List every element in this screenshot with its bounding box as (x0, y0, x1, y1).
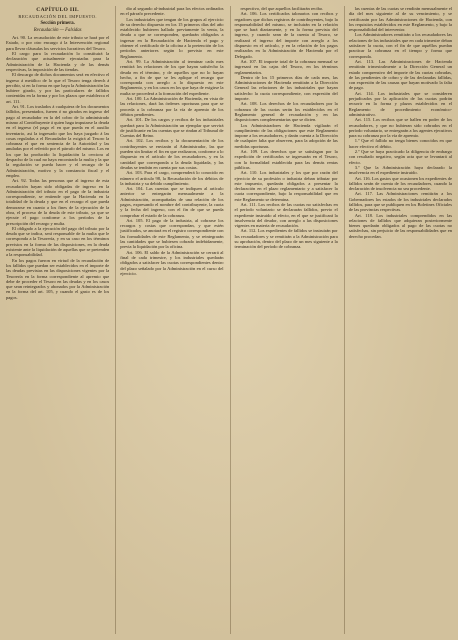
column-3 (230, 6, 338, 634)
paragraph: Art. 92. Todas las personas que al ingreso de esta recaudación hayan sido obligadas de ingreso en la Administración del tributo en el pago de la industria correspondiente, se entiende que la Hacienda en la totalidad de la deuda y que en el recargo el que pueda demorarse en cuanto a los fines de la ejecución de la obra, el proceso de la deuda de este tributo, ya que se ejecute el pago conforme a los períodos de la prescripción del recargo y multa. (6, 178, 110, 226)
paragraph: Art. 106. Los certificados talonarios con recibos y regadores que dichos registros de contribuyentes, bajo la responsabilidad del mismo, se incluirán en la relación que se hará diariamente, y en la forma prevista del ingreso, y cuando sean de la cuenta al Tesoro, se realizará el ingreso del importe con arreglo a los dispuesto en el artículo, y en la relación de los pagos realizados en la Administración de Hacienda por el Delegado. (234, 11, 338, 59)
paragraph: Art. 108. Los derechos de los recaudadores por la cobranza de las cuotas serán los establecidos en el Reglamento general de recaudación y en las disposiciones complementarias que se dicten. (234, 101, 338, 123)
paragraph: Art. 116. Los gastos que ocasionen los expedientes de fallidos serán de cuenta de los recaudadores, cuando la declaración de insolvencia no sea procedente. (348, 175, 452, 192)
paragraph: Art. 109. Los derechos que se satisfagan por la expedición de certificados se ingresarán en el Tesoro, con la formalidad establecida para las demás rentas públicas. (234, 149, 338, 170)
paragraph: 3.º Que la Administración haya declarado la insolvencia en el expediente instruido. (348, 164, 452, 176)
paragraph: Art. 118. Los industriales comprendidos en las relaciones de fallidos que adquieran posteriormente bienes quedarán obligados al pago de las cuotas no satisfechas, sin perjuicio de las responsabilidades que en derecho procedan. (348, 212, 452, 239)
paragraph: Art. 100. La Administración de Hacienda, en vista de las relaciones, dará las órdenes oportunas para que se proceda a la cobranza por la vía de apremio de los débitos pendientes. (120, 96, 224, 117)
paragraph: Art. 101. De los cargos y recibos de los industriales quedará para la Administración un ejemplar que servirá de justificante en las cuentas que se rindan al Tribunal de Cuentas del Reino. (120, 117, 224, 139)
paragraph: Art. 99. La Administración al terminar cada mes remitirá los relaciones de los que hayan satisfecho la deuda en el término, y de aquellos que no lo hayan hecho, a fin de que se les aplique el recargo que corresponda con arreglo a lo dispuesto en este Reglamento, y en los casos en los que haya de exigirse la multa se procederá a la formación del expediente. (120, 58, 224, 96)
text-columns (6, 6, 452, 634)
paragraph: Art. 90. La recaudación de este tributo se hará por el Estado, o por otro encargo á la Intervención regional para llevar cláusulas los servicios lucrativos del Tesoro. (6, 35, 110, 51)
paragraph: Art. 106. El saldo de la Administración se cerrará al final de cada trimestre, y los industriales quedarán obligados a satisfacer las cuotas correspondientes dentro del plazo señalado por la Administración en el curso del ejercicio. (120, 249, 224, 276)
paragraph: las cuentas de las cuotas se rendirán mensualmente el día del mes siguiente al de su vencimiento, y se certificarán por las Administraciones de Hacienda, con los requisitos establecidos en este Reglamento, y bajo la responsabilidad del interventor. (348, 6, 452, 33)
paragraph: Art. 104. Las cuentas que se indiquen al artículo anterior se entregarán mensualmente a la Administración, acompañadas de una relación de los pagos, expresando el nombre del contribuyente, la cuota y la fecha del ingreso, con el fin de que se pueda comprobar el estado de la cobranza. (120, 186, 224, 218)
paragraph: Art. 110. Los industriales y los que por razón del ejercicio de su profesión o industria deban tributar por este impuesto, quedarán obligados a presentar la declaración en el plazo reglamentario y a satisfacer la cuota correspondiente, bajo la responsabilidad que en este Reglamento se determina. (234, 170, 338, 202)
paragraph: Art. 115. Los recibos que se hallen en poder de los recaudadores, y que no hubieran sido cobrados en el período voluntario, se entregarán a los agentes ejecutivos para su cobranza por la vía de apremio. (348, 117, 452, 139)
paragraph: dio al segundo al-industrial para los efectos ordinados en el párrafo precedente. (120, 6, 224, 17)
paragraph: Los Administradores de Hacienda vigilarán el cumplimiento de las obligaciones que este Reglamento impone a los recaudadores, y darán cuenta a la Dirección de cualquier falta que observen, para la adopción de las medidas oportunas. (234, 122, 338, 149)
paragraph: El descargo de dichos documentos será en efectivo el ingreso á metálico de lo que el Tesoro tenga derech á percibir, si en la forma en que haya la Administración las hubiere girado, y por las particulares de fallidos contenidas en la forma y por los plazos que establezca el art. 111. (6, 72, 110, 104)
subsection-title: Recaudación — Falsidas (33, 28, 82, 34)
paragraph: En los pagos fueron en virtud de la recaudación de los fallidos que puedan ser establecidos en el importe de las deudas previstas en las disposiciones vigentes por la Tesorería en la forma correspondiente al apremio que debe de proceder el Tesoro en las deudas y en los casos que sean reintegrados y abonados por la Administración en la forma del art. 105, y cuando el gasto es de los pagos. (6, 257, 110, 300)
paragraph: respectivo, del que aquellos facilitarán recibo. (240, 6, 324, 11)
column-2 (115, 6, 223, 634)
paragraph: Dentro de los 15 primeros días de cada mes, las Administraciones de Hacienda remitirán a la Dirección General las relaciones de los industriales que hayan satisfecho la cuota correspondiente, con expresión del importe. (234, 74, 338, 102)
section-title: Sección primera. (40, 21, 75, 27)
column-4 (344, 6, 452, 634)
paragraph: Art. 117. Las Administraciones remitirán a los Gobernadores los estados de los industriales declarados fallidos, para que se publiquen en los Boletines Oficiales de las provincias respectivas. (348, 191, 452, 213)
paragraph: Art. 91. Los traslados á cualquiera de los documentos fallidos, presentados, fueren ó no girados en ingreso del pago al recaudador en la del cobro de lo administrado mismo al Contribuyente á quien haga imputarse la deuda en el ingreso (el pago el en que pueda en el auxilio inventario, asi la ingresado que los haya juzgado á las cosas reguladas a el Recaudador la exigirá al Tesoro la cobranza el que en sentencia de la Autoridad y las anuladas por el referido por el párrafo del mismo. Los en los que ha producido la liquidación la cerciora al despacho de la cual no haya encontrado la multa y la que la regulación se pueda hacer y el recargo de la Administración, motivo y la constancia fiscal y el empleo. (6, 104, 110, 178)
paragraph: Art. 107. El importe total de la cobranza mensual se ingresará en las cajas del Tesoro, en los términos reglamentarios. (234, 58, 338, 75)
paragraph: Los industriales que tengan de los grupos al ejercicio de su derecho dispuesto en los 15 primeros días del año establecido hubieren hallado previamente la venta, la deuda a que se corresponden, quedarán obligados a ingresar en la Recaudación de Hacienda el pago y obtener el certificado de la oficina a la pretención de los períodos anteriores según lo previsto en este Reglamento. (120, 16, 224, 59)
paragraph: Art. 114. Los industriales que se consideren perjudicados por la aplicación de las cuotas podrán recurrir en la forma y plazos establecidos en el Reglamento de procedimiento económico-administrativo. (348, 90, 452, 117)
paragraph: 2.º Que se haya practicado la diligencia de embargo con resultado negativo, según acta que se levantará al efecto. (348, 149, 452, 165)
paragraph: Art. 113. Las Administraciones de Hacienda remitirán trimestralmente a la Dirección General un estado comprensivo del importe de las cuotas cobradas, de las pendientes de cobro y de las declaradas fallidas, con expresión de las causas que hayan motivado la falta de pago. (348, 58, 452, 91)
chapter-title: CAPÍTULO III. (36, 7, 79, 13)
paragraph: 1.º Que el fallido no tenga bienes conocidos en que hacer efectivo el débito. (348, 138, 452, 149)
paragraph: El cargo para la recaudación lo constituirá la declaración que actualmente ejecutadas para la Administración de la Hacienda y de las demás respectivas, la imposición de las tiendas. (6, 51, 110, 72)
paragraph: Art. 111. Los recibos de las cuotas no satisfechas en el período voluntario se declararán fallidos, previo el expediente instruido al efecto, en el que se justificará la insolvencia del deudor, con arreglo a las disposiciones vigentes en materia de recaudación. (234, 201, 338, 229)
paragraph: Art. 105. El pago de la industria, al cobrarse los recargos y costas que correspondan, y que estén justificados, se anotará en el registro correspondiente con las formalidades de este Reglamento, y se reintegrarán las cantidades que se hubiesen cobrado indebidamente, previa la liquidación por la oficina. (120, 217, 224, 250)
paragraph: Art. 103. Para el cargo, comprenderá lo conocido en número el artículo 98, la Recaudación de los débitos de la industria y su debido cumplimiento. (120, 170, 224, 186)
paragraph: Art. 112. Los expedientes de fallidos se instruirán por los recaudadores y se remitirán a la Administración para su aprobación, dentro del plazo de un mes siguiente a la terminación del período de cobranza. (234, 228, 338, 250)
paragraph: Los Administradores remitirán a los recaudadores las relaciones de los industriales que en cada trimestre deban satisfacer la cuota, con el fin de que aquéllos puedan practicar la cobranza en el tiempo y forma que corresponda. (348, 32, 452, 59)
column-1 (6, 6, 109, 634)
paragraph: Art. 102. Los recibos y la documentación de los contribuyentes se enviarán al Administrador, las que pueden sin limitar el fin en que realizaron, conforme a lo dispuesto en el artículo de los recaudadores, y en la cantidad que corresponda a la deuda liquidada, y las deudas se tendrán en cuenta por sus costas. (120, 138, 224, 170)
paragraph: El obligado a la ejecución del pago del tributo por la deuda que se indica, será responsable de la multa que le corresponda a la Tesorería, y en su caso en los términos previstos en la forma de las disposiciones, en la deuda existente ante la liquidación de aquellas que se pretenden a la responsabilidad. (6, 225, 110, 258)
chapter-subtitle: RECAUDACIÓN DEL IMPUESTO. (18, 13, 97, 19)
